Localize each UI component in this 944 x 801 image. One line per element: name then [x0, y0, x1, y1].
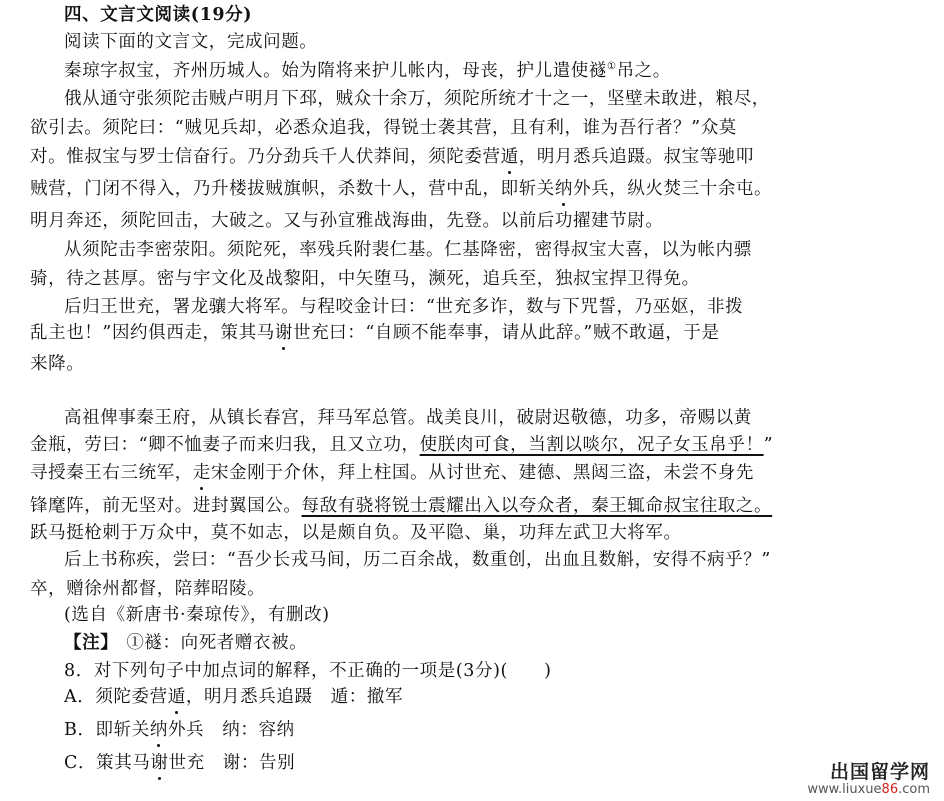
passage-line: 欲引去。须陀曰：“贼见兵却，必悉众追我，得锐士袭其营，且有利，谁为吾行者？”众莫: [30, 118, 737, 138]
option-text: B．即斩关: [64, 720, 150, 740]
passage-text: 宋金刚于介休，拜上柱国。从讨世充、建德、黑闼三盗，未尝不身先: [211, 463, 755, 483]
option-text: 外兵 纳：容纳: [167, 720, 295, 740]
passage-text: ，明月悉兵追蹑。叔宝等驰叩: [518, 147, 755, 167]
note-label: 【注】: [64, 633, 119, 653]
site-watermark: [807, 762, 930, 797]
passage-text: ”: [763, 435, 774, 455]
watermark-url: [807, 783, 930, 797]
dotted-word: 谢: [274, 323, 293, 343]
section-title: 四、文言文阅读(19分): [64, 5, 253, 25]
passage-line: [30, 462, 754, 484]
option-text: A．须陀委营: [64, 687, 168, 707]
url-part: .com: [898, 781, 930, 797]
option-c: [64, 752, 295, 774]
passage-text: 世充曰：“自顾不能奉事，请从此辞。”贼不敢逼，于是: [292, 323, 720, 343]
option-text: 世充 谢：告别: [168, 753, 296, 773]
instruction: 阅读下面的文言文，完成问题。: [64, 32, 318, 52]
passage-text: 乱主也！”因约俱西走，策其马: [30, 323, 275, 343]
dotted-word: 遁: [500, 147, 519, 167]
underlined-sentence: 每敌有骁将锐士震耀出入以夸众者，秦王辄命叔宝往取之。: [301, 496, 773, 516]
underlined-sentence: 使朕肉可食，当割以啖尔，况子女玉帛乎！: [419, 435, 764, 455]
dotted-word: 纳: [554, 179, 574, 199]
passage-line: 明月奔还，须陀回击，大破之。又与孙宣雅战海曲，先登。以前后功擢建节尉。: [30, 211, 664, 231]
note: [64, 632, 307, 654]
dotted-word: 谢: [150, 753, 169, 773]
passage-text: 吊之。: [616, 61, 671, 81]
passage-line: 跃马挺枪刺于万众中，莫不如志，以是颇自负。及平隐、巢，功拜左武卫大将军。: [30, 523, 682, 543]
note-text: ①襚：向死者赠衣被。: [126, 633, 308, 653]
passage-line: 高祖俾事秦王府，从镇长春宫，拜马军总管。战美良川，破尉迟敬德，功多，帝赐以黄: [64, 408, 752, 428]
passage-line: [30, 434, 773, 456]
passage-text: 对。惟叔宝与罗士信奋行。乃分劲兵千人伏莽间，须陀委营: [30, 147, 501, 167]
passage-line: 从须陀击李密荥阳。须陀死，率残兵附裴仁基。仁基降密，密得叔宝大喜，以为帐内骠: [64, 240, 752, 260]
passage-text: 锋麾阵，前无坚对。进封翼国公。: [30, 496, 302, 516]
passage-line: 俄从通守张须陀击贼卢明月下邳，贼众十余万，须陀所统才十之一，坚壁未敢进，粮尽，: [64, 89, 770, 109]
note-mark: ①: [607, 61, 617, 73]
url-part: 86: [881, 781, 899, 797]
passage-text: 外兵，纵火焚三十余屯。: [573, 179, 773, 199]
passage-line: [30, 495, 772, 517]
passage-line: [30, 322, 720, 344]
dotted-word: 走: [192, 463, 212, 483]
passage-line: [64, 60, 671, 82]
option-text: ，明月悉兵追蹑 遁：撤军: [185, 687, 404, 707]
watermark-logo-text: 出国留学网: [829, 760, 930, 783]
url-part: www.liuxue: [807, 781, 882, 797]
passage-line: 来降。: [30, 354, 85, 374]
passage-line: 后上书称疾，尝曰：“吾少长戎马间，历二百余战，数重创，出血且数斛，安得不病乎？”: [64, 550, 771, 570]
dotted-word: 纳: [149, 720, 168, 740]
passage-line: 卒，赠徐州都督，陪葬昭陵。: [30, 579, 266, 599]
passage-line: 后归王世充，署龙骧大将军。与程咬金计曰：“世充多诈，数与下咒誓，乃巫妪，非拨: [64, 297, 744, 317]
option-b: [64, 719, 295, 741]
passage-line: [30, 178, 772, 200]
source-citation: (选自《新唐书·秦琼传》，有删改): [64, 605, 330, 625]
passage-text: 贼营，门闭不得入，乃升楼拔贼旗帜，杀数十人，营中乱，即斩关: [30, 179, 555, 199]
passage-text: 秦琼字叔宝，齐州历城人。始为隋将来护儿帐内，母丧，护儿遣使襚: [64, 61, 607, 81]
passage-text: 寻授秦王右三统军，: [30, 463, 193, 483]
question-stem: 8．对下列句子中加点词的解释，不正确的一项是(3分)( ): [64, 661, 552, 681]
option-a: [64, 686, 403, 708]
option-text: C．策其马: [64, 753, 151, 773]
passage-line: [30, 146, 754, 168]
dotted-word: 遁: [167, 687, 186, 707]
passage-line: 骑，待之甚厚。密与宇文化及战黎阳，中矢堕马，濒死，追兵至，独叔宝捍卫得免。: [30, 269, 700, 289]
passage-text: 金瓶，劳曰：“卿不恤妻子而来归我，且又立功，: [30, 435, 420, 455]
